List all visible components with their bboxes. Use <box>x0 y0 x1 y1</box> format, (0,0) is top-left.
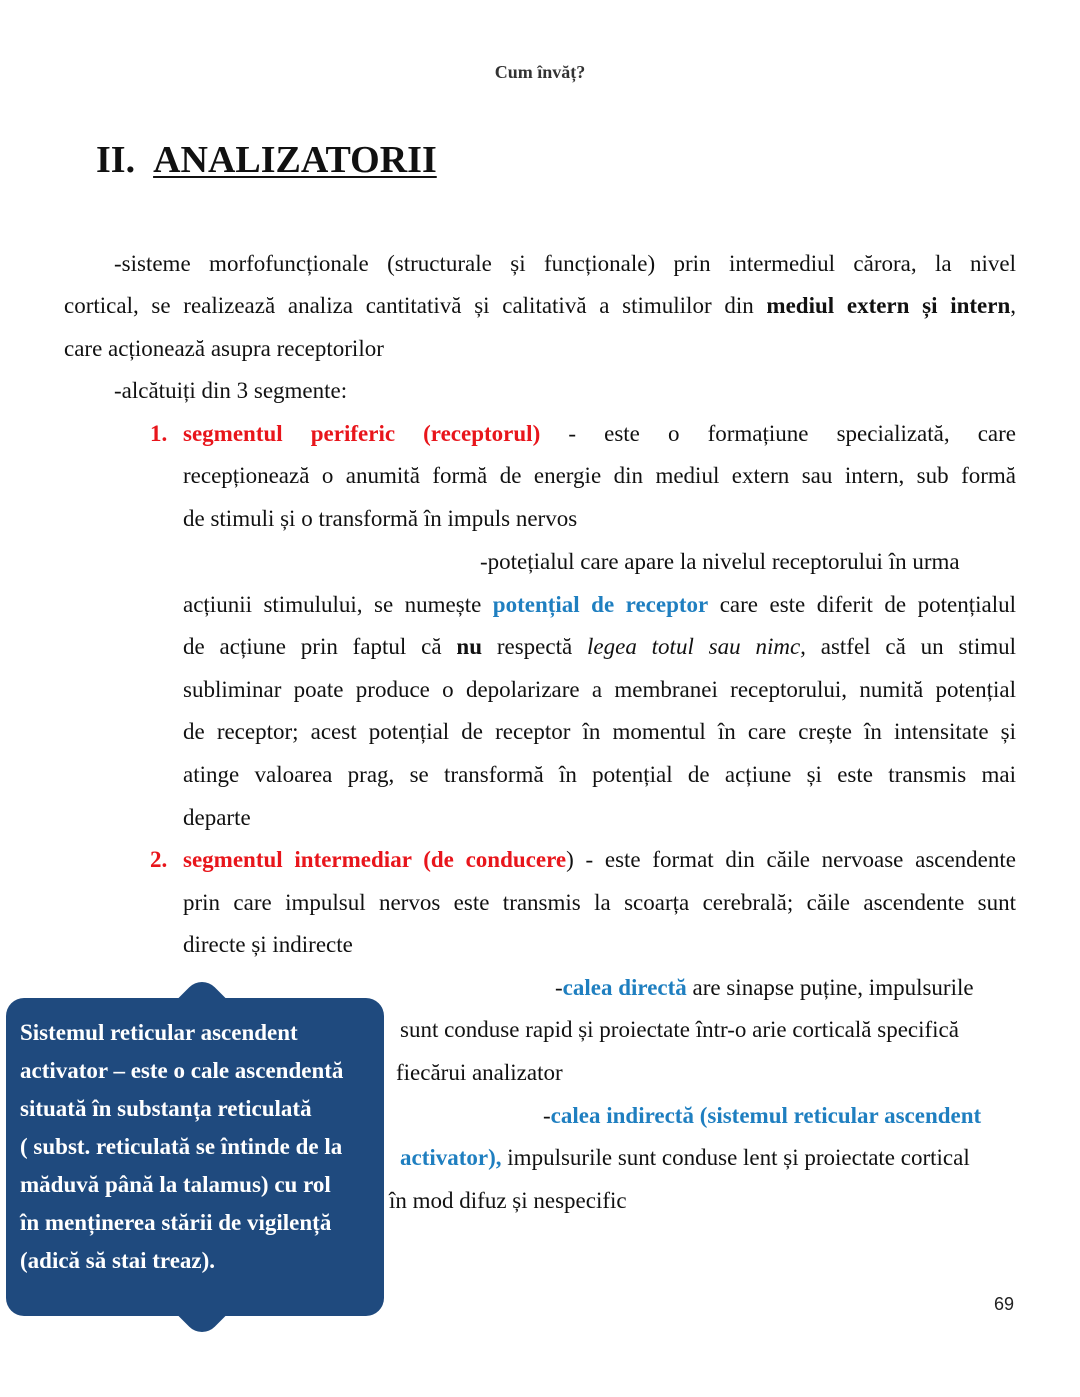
direct-path-line-3: fiecărui analizator <box>396 1060 563 1085</box>
direct-path-term: calea directă <box>562 975 687 1000</box>
item-1-text: astfel că un stimul <box>805 634 1016 659</box>
indirect-path-term: calea indirectă (sistemul reticular ascendent <box>550 1103 982 1128</box>
item-1-line-5 <box>183 584 1016 626</box>
intro-line-2 <box>64 285 1016 327</box>
indirect-path-term-cont: activator), <box>400 1145 502 1170</box>
item-1-line-1 <box>183 413 1016 455</box>
item-1-line-6 <box>183 626 1016 668</box>
indirect-path-line-2 <box>400 1137 970 1179</box>
item-1-bold: nu <box>456 634 482 659</box>
callout-line: în menținerea stării de vigilență <box>20 1210 332 1235</box>
intro-line-1: -sisteme morfofuncționale (structurale și funcționale) prin intermediul cărora, la nivel <box>114 251 1016 276</box>
intro-line-4: -alcătuiți din 3 segmente: <box>114 378 348 403</box>
callout-pointer-bottom <box>177 1289 228 1340</box>
section-title <box>96 138 437 182</box>
page-number: 69 <box>994 1294 1015 1314</box>
indirect-path-line-1 <box>543 1095 981 1137</box>
running-header: Cum învăț? <box>494 62 586 82</box>
callout-line: măduvă până la talamus) cu rol <box>20 1172 331 1197</box>
item-1-def: - este o formațiune specializată, care <box>568 421 1017 446</box>
item-1-line-7: subliminar poate produce o depolarizare a membranei receptorului, numită potențial <box>183 677 1016 702</box>
item-1-line-3: de stimuli și o transformă în impuls nervos <box>183 506 578 531</box>
section-title-text: ANALIZATORII <box>153 139 437 181</box>
item-1-line-9: atinge valoarea prag, se transformă în potențial de acțiune și este transmis mai <box>183 762 1016 787</box>
callout-line: Sistemul reticular ascendent <box>20 1020 298 1045</box>
item-2-line-1 <box>183 839 1016 881</box>
item-1-number: 1. <box>150 421 168 446</box>
intro-line-3: care acționează asupra receptorilor <box>64 336 384 361</box>
item-2-term: segmentul intermediar (de conducere <box>183 847 567 872</box>
dash: - <box>555 975 563 1000</box>
intro-text: cortical, se realizează analiza cantitativă și calitativă a stimulilor din <box>64 293 767 318</box>
item-1-line-8: de receptor; acest potențial de receptor în momentul în care crește în intensitate și <box>183 719 1016 744</box>
callout-line: (adică să stai treaz). <box>20 1248 216 1273</box>
section-numeral: II. <box>96 139 136 181</box>
item-1-text: acțiunii stimulului, se numește <box>183 592 493 617</box>
callout-line: situată în substanța reticulată <box>20 1096 312 1121</box>
dash: - <box>543 1103 551 1128</box>
direct-path-line-1 <box>555 967 974 1009</box>
indirect-path-text: impulsurile sunt conduse lent și proiectate cortical <box>501 1145 970 1170</box>
item-1-text: de acțiune prin faptul că <box>183 634 457 659</box>
receptor-potential-term: potențial de receptor <box>492 592 709 617</box>
item-1-line-4: -potețialul care apare la nivelul receptorului în urma <box>480 549 960 574</box>
item-1-term: segmentul periferic (receptorul) <box>183 421 541 446</box>
item-1-text: care este diferit de potențialul <box>708 592 1016 617</box>
callout-text <box>20 1014 380 1280</box>
intro-punct: , <box>1010 293 1016 318</box>
item-2-line-2: prin care impulsul nervos este transmis la scoarța cerebrală; căile ascendente sunt <box>183 890 1016 915</box>
direct-path-line-2: sunt conduse rapid și proiectate într-o arie corticală specifică <box>400 1017 959 1042</box>
direct-path-text: are sinapse puține, impulsurile <box>686 975 974 1000</box>
callout-box <box>6 998 384 1316</box>
item-2-def: ) - este format din căile nervoase ascendente <box>566 847 1016 872</box>
item-2-line-3: directe și indirecte <box>183 932 353 957</box>
item-2-number: 2. <box>150 847 168 872</box>
indirect-path-line-3: în mod difuz și nespecific <box>389 1188 627 1213</box>
item-1-line-2: recepționează o anumită formă de energie din mediul extern sau intern, sub formă <box>183 463 1016 488</box>
item-1-text: respectă <box>482 634 588 659</box>
intro-emphasis: mediul extern și intern <box>766 293 1011 318</box>
item-1-italic: legea totul sau nimc, <box>587 634 806 659</box>
item-1-line-10: departe <box>183 805 251 830</box>
callout-line: activator – este o cale ascendentă <box>20 1058 344 1083</box>
callout-line: ( subst. reticulată se întinde de la <box>20 1134 343 1159</box>
